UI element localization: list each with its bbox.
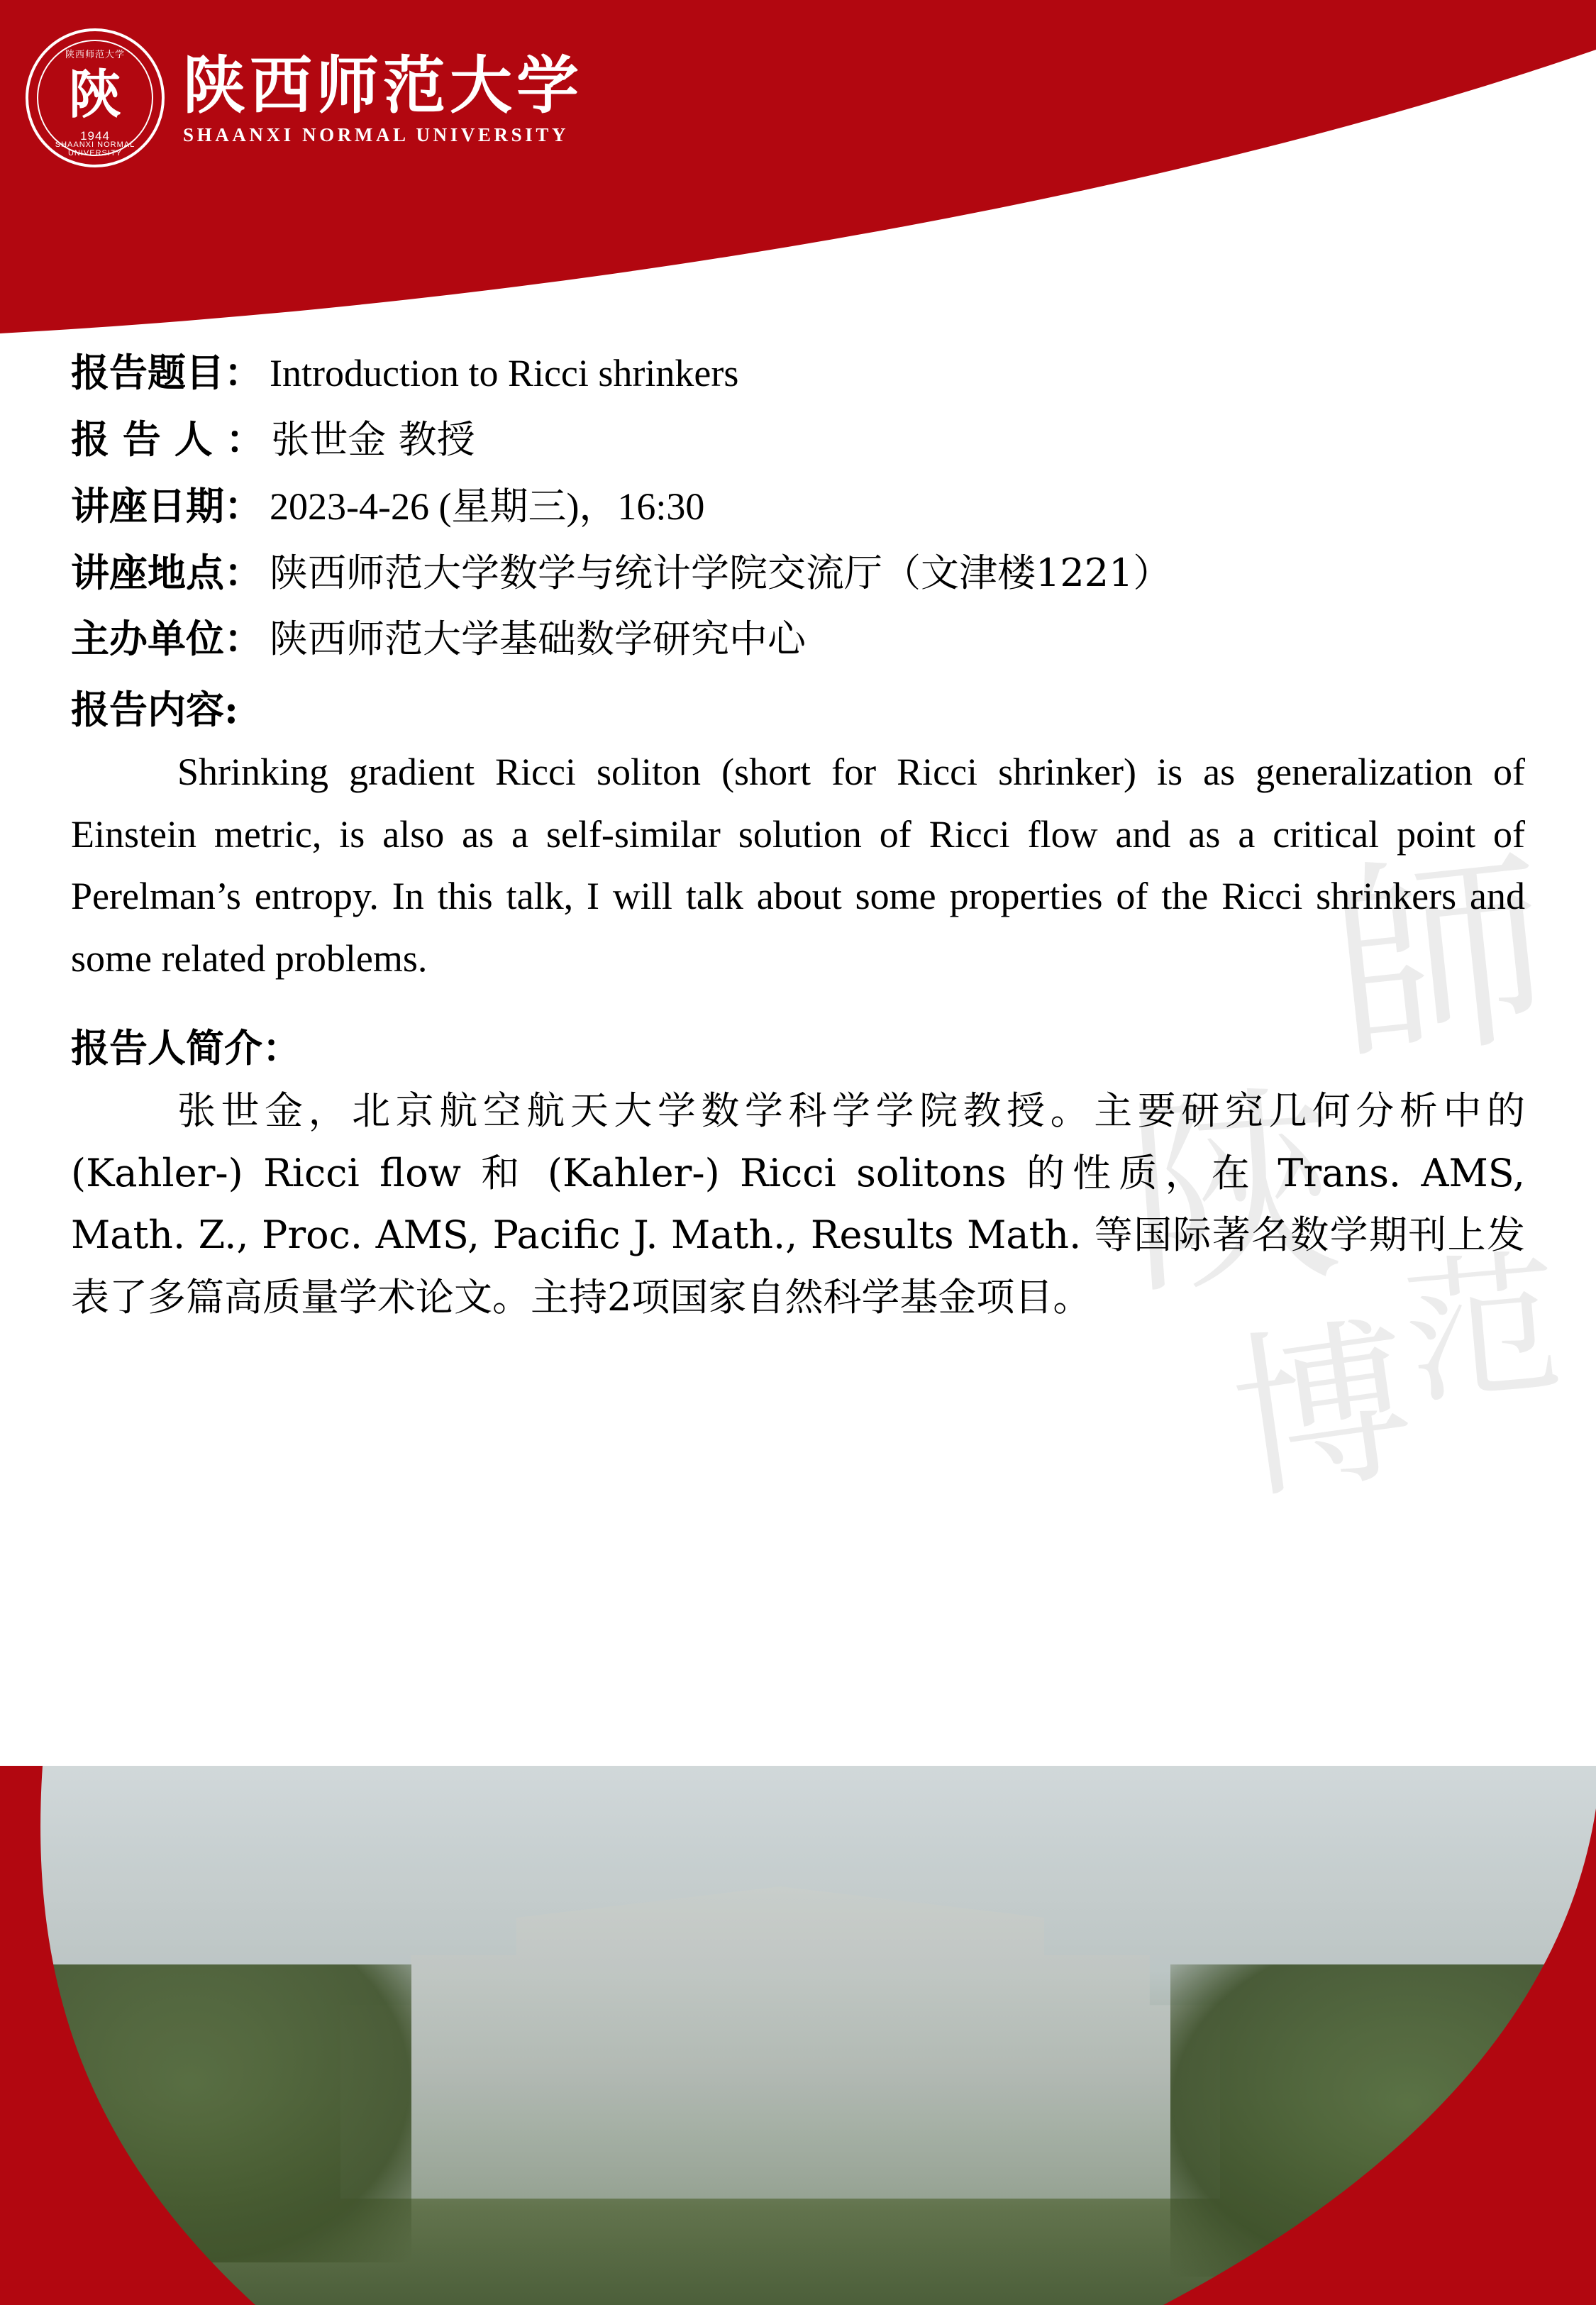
field-value-location: 陕西师范大学数学与统计学院交流厅（文津楼1221）: [270, 550, 1172, 595]
university-name-cn: 陕西师范大学: [183, 48, 584, 123]
field-row-speaker: [71, 414, 1525, 465]
seal-character: 陝: [69, 64, 121, 126]
watermark-char-1: 師: [1321, 825, 1559, 1094]
field-row-date: [71, 481, 1525, 532]
university-name-en: SHAANXI NORMAL UNIVERSITY: [183, 123, 570, 145]
field-row-organizer: [71, 614, 1525, 664]
bio-block: [71, 1018, 1525, 1328]
seal-year: 1944: [80, 129, 110, 143]
field-row-location: [71, 548, 1525, 598]
field-value-title: Introduction to Ricci shrinkers: [270, 352, 739, 394]
page-footer: [0, 1766, 1596, 2305]
field-label-organizer: 主办单位：: [71, 616, 262, 662]
bio-text: 张世金，北京航空航天大学数学科学学院教授。主要研究几何分析中的 (Kahler-) Ricci flow 和 (Kahler-) Ricci solitons 的性质，在 Trans. AMS, Math. Z., Proc. AMS, Pacific J. Math., Results Math. 等国际著名数学期刊上发表了多篇高质量学术论文。主持2项国家自然科学基金项目。: [71, 1088, 1525, 1320]
university-seal-icon: [26, 28, 165, 167]
abstract-text: Shrinking gradient Ricci soliton (short for Ricci shrinker) is as generalization of Einstein metric, is also as a self-similar solution of Ricci flow and as a critical point of Perelman’s entropy. In this talk, I will talk about some properties of the Ricci shrinkers and some related problems.: [71, 751, 1525, 980]
field-label-location: 讲座地点：: [71, 549, 262, 595]
poster-content: [0, 348, 1596, 1328]
field-label-speaker: 报 告 人 ：: [71, 416, 265, 463]
field-label-title: 报告题目：: [71, 350, 262, 395]
seal-arc-top-text: 陕西师范大学: [65, 49, 125, 60]
page-header: [0, 0, 1596, 369]
bio-heading: 报告人简介：: [71, 1025, 301, 1071]
field-value-organizer: 陕西师范大学基础数学研究中心: [270, 617, 806, 662]
footer-curve-shape: [0, 1766, 1596, 2305]
watermark-char-3: 博: [1220, 1296, 1425, 1525]
field-row-title: [71, 348, 1525, 399]
field-label-date: 讲座日期：: [71, 482, 262, 529]
field-value-speaker: 张世金 教授: [271, 417, 475, 463]
field-value-date: 2023-4-26 (星期三)，16:30: [270, 485, 705, 528]
watermark-char-4: 范: [1397, 1232, 1568, 1427]
seal-arc-bottom-text: SHAANXI NORMAL UNIVERSITY: [55, 140, 135, 157]
university-logo: [26, 28, 583, 167]
university-wordmark: [183, 48, 584, 145]
abstract-heading: 报告内容:: [71, 687, 238, 733]
watermark-char-2: 陝: [1119, 1062, 1349, 1325]
